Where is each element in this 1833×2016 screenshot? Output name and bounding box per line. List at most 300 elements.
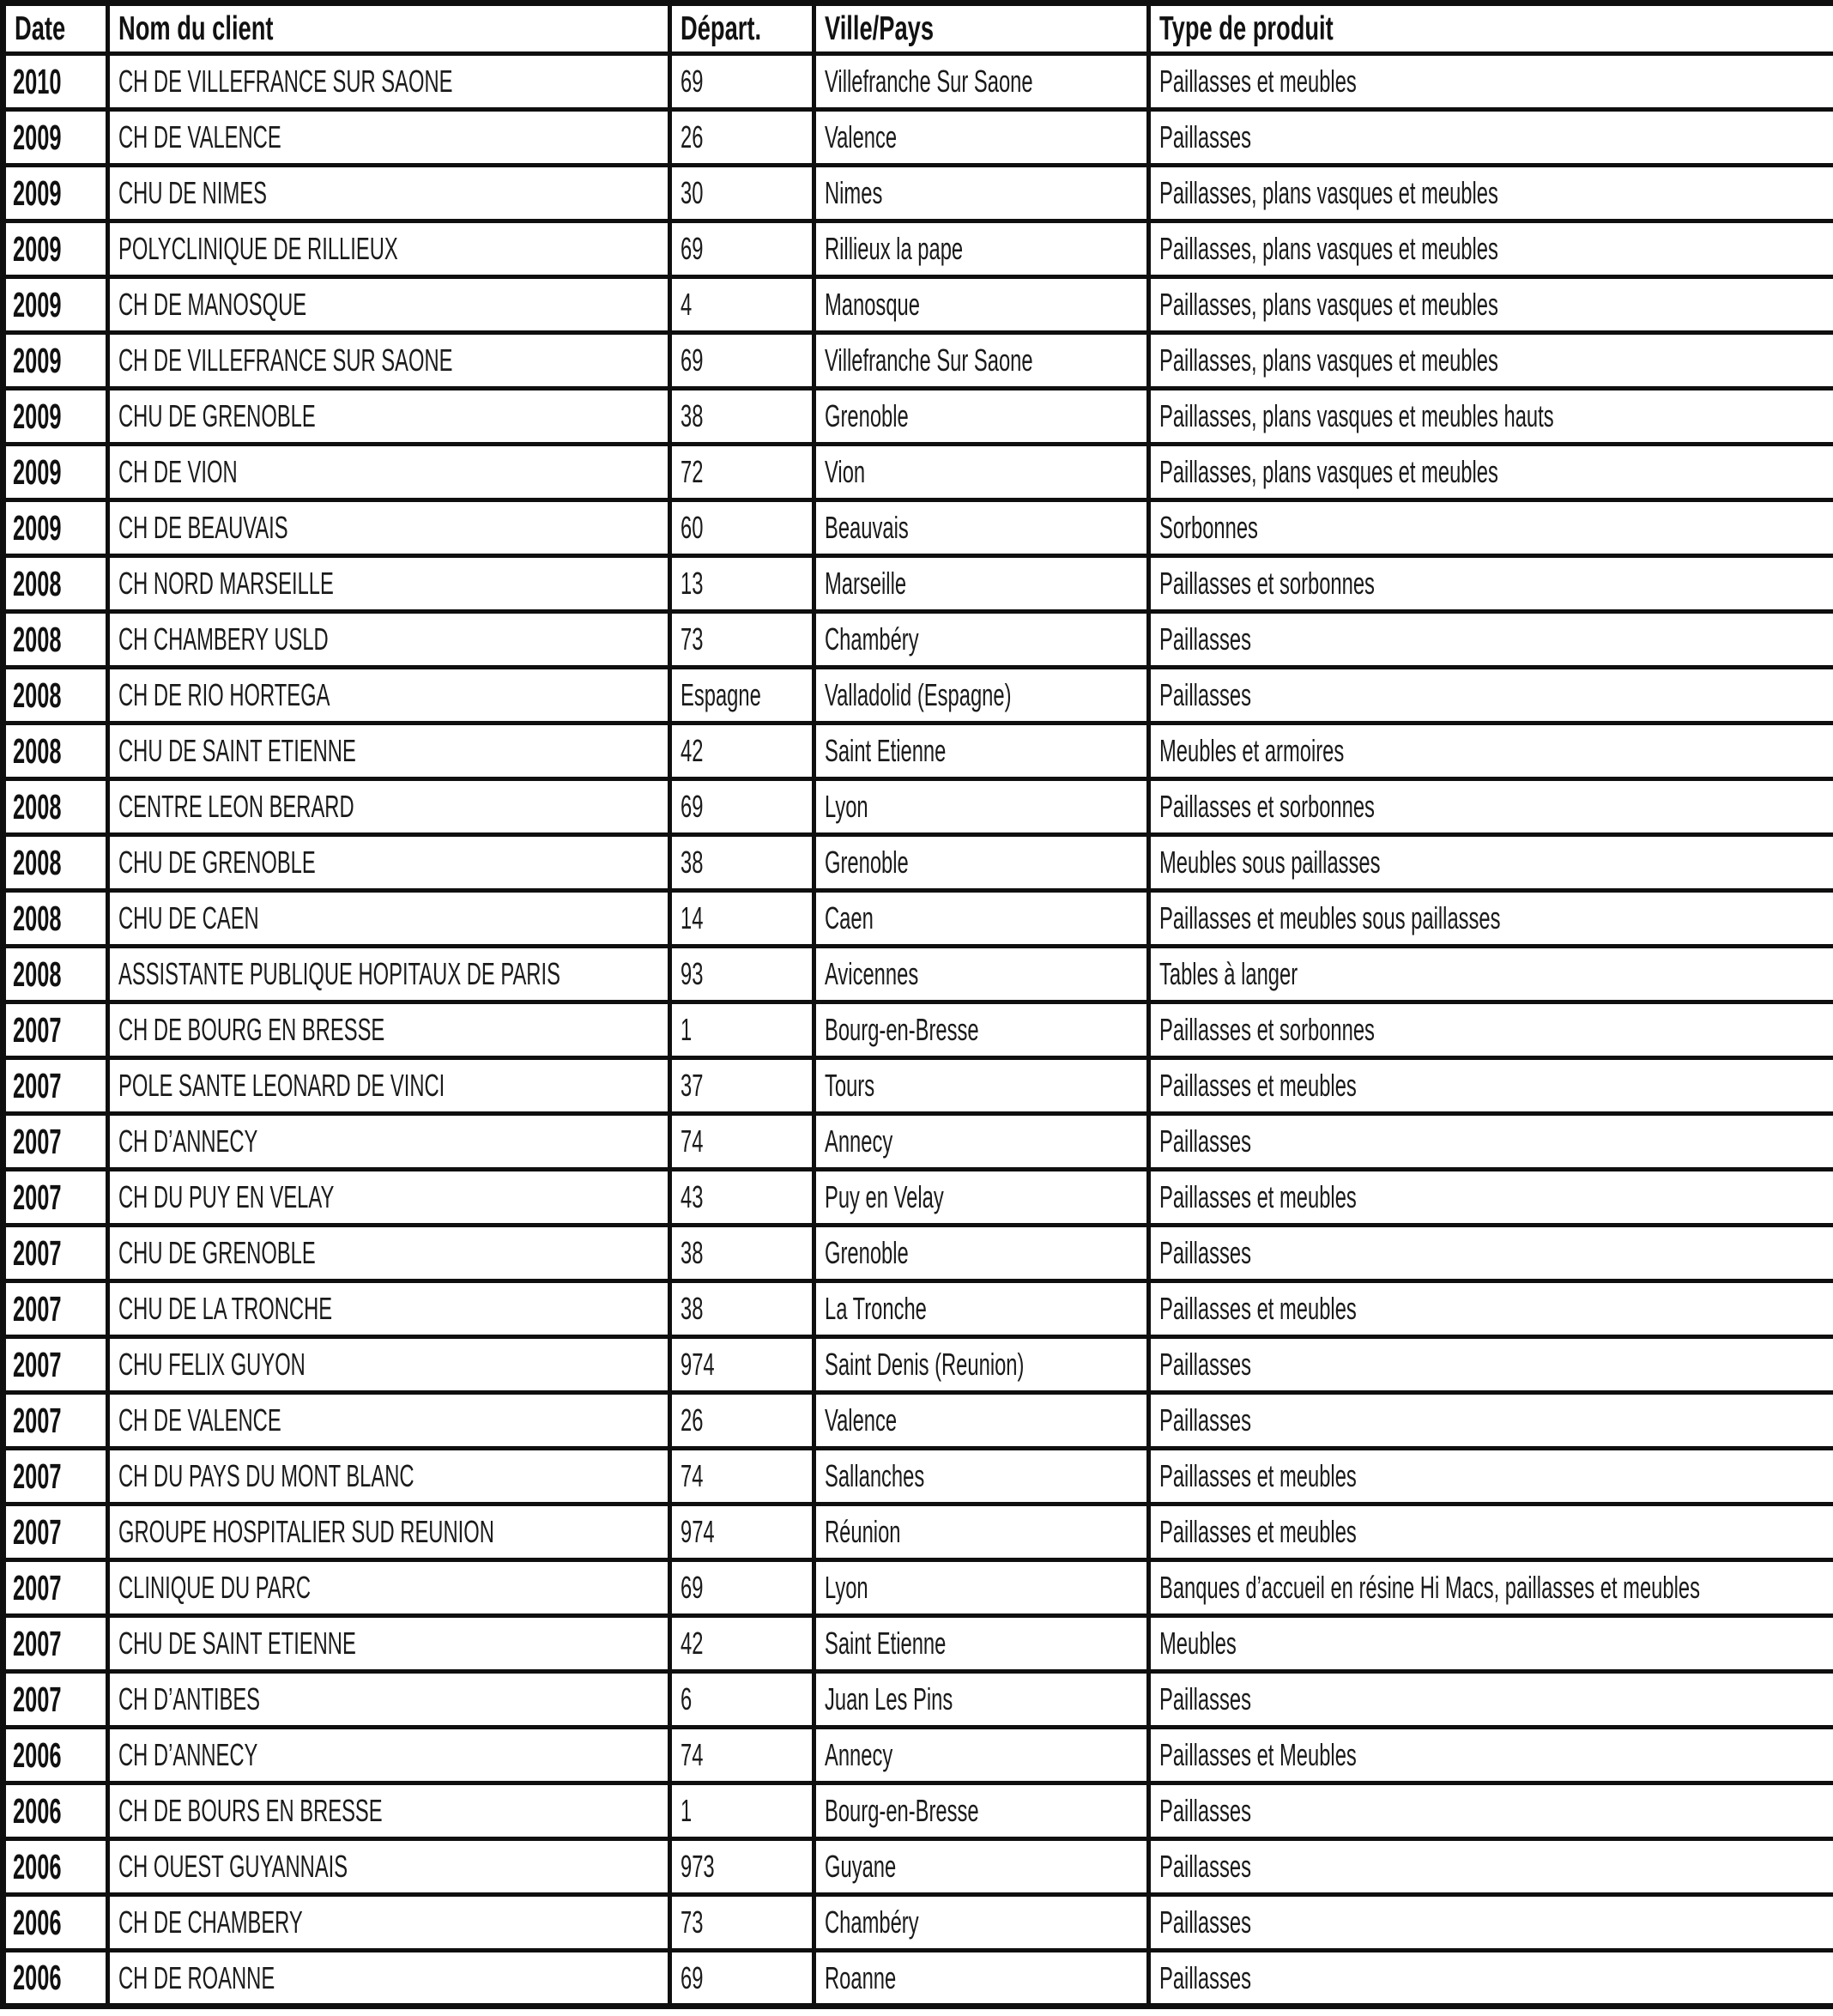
- column-header-produit: [1149, 3, 1833, 54]
- cell-depart: [670, 1170, 814, 1226]
- client-text: ASSISTANTE PUBLIQUE HOPITAUX DE PARIS: [118, 956, 560, 991]
- cell-date: [3, 1170, 108, 1226]
- cell-produit: [1149, 1281, 1833, 1337]
- cell-ville: [814, 445, 1149, 500]
- cell-produit: [1149, 1226, 1833, 1281]
- year-text: 2007: [13, 1232, 62, 1273]
- year-text: 2008: [13, 954, 62, 994]
- table-row: [3, 445, 1833, 500]
- produit-text: Paillasses et meubles: [1159, 1458, 1357, 1493]
- produit-text: Paillasses et meubles: [1159, 1068, 1357, 1103]
- table-row: [3, 723, 1833, 779]
- column-header-produit-label: Type de produit: [1159, 9, 1334, 47]
- table-row: [3, 1281, 1833, 1337]
- table-row: [3, 1504, 1833, 1560]
- produit-text: Paillasses: [1159, 1793, 1251, 1828]
- produit-text: Paillasses: [1159, 1904, 1251, 1940]
- cell-produit: [1149, 779, 1833, 835]
- produit-text: Paillasses: [1159, 621, 1251, 657]
- cell-ville: [814, 1058, 1149, 1114]
- cell-client: [108, 54, 670, 110]
- table-row: [3, 835, 1833, 891]
- year-text: 2007: [13, 1456, 62, 1496]
- cell-client: [108, 612, 670, 668]
- year-text: 2007: [13, 1511, 62, 1552]
- ville-text: Rillieux la pape: [825, 231, 964, 266]
- cell-depart: [670, 110, 814, 166]
- produit-text: Paillasses et meubles: [1159, 1291, 1357, 1326]
- year-text: 2009: [13, 284, 62, 324]
- cell-ville: [814, 1002, 1149, 1058]
- cell-client: [108, 277, 670, 333]
- ville-text: Caen: [825, 900, 874, 935]
- cell-date: [3, 166, 108, 221]
- client-text: CH NORD MARSEILLE: [118, 566, 334, 601]
- cell-ville: [814, 500, 1149, 556]
- produit-text: Meubles et armoires: [1159, 733, 1345, 768]
- cell-ville: [814, 779, 1149, 835]
- cell-depart: [670, 389, 814, 445]
- ville-text: Grenoble: [825, 845, 909, 880]
- cell-ville: [814, 1504, 1149, 1560]
- depart-text: 60: [681, 510, 704, 545]
- ville-text: Marseille: [825, 566, 907, 601]
- cell-ville: [814, 556, 1149, 612]
- table-row: [3, 1560, 1833, 1616]
- depart-text: 4: [681, 287, 693, 322]
- cell-date: [3, 556, 108, 612]
- ville-text: Grenoble: [825, 1235, 909, 1270]
- cell-depart: [670, 668, 814, 723]
- cell-produit: [1149, 221, 1833, 277]
- produit-text: Banques d’accueil en résine Hi Macs, paillasses et meubles: [1159, 1570, 1700, 1605]
- cell-produit: [1149, 612, 1833, 668]
- cell-ville: [814, 668, 1149, 723]
- table-row: [3, 1728, 1833, 1783]
- cell-client: [108, 1783, 670, 1839]
- cell-produit: [1149, 277, 1833, 333]
- cell-client: [108, 221, 670, 277]
- produit-text: Paillasses: [1159, 119, 1251, 154]
- cell-client: [108, 333, 670, 389]
- client-text: CH D’ANTIBES: [118, 1681, 261, 1716]
- year-text: 2008: [13, 842, 62, 882]
- depart-text: Espagne: [681, 677, 761, 712]
- cell-client: [108, 835, 670, 891]
- produit-text: Tables à langer: [1159, 956, 1298, 991]
- cell-depart: [670, 1783, 814, 1839]
- cell-depart: [670, 221, 814, 277]
- cell-client: [108, 389, 670, 445]
- table-row: [3, 1337, 1833, 1393]
- table-row: [3, 1839, 1833, 1895]
- table-row: [3, 1895, 1833, 1951]
- cell-date: [3, 723, 108, 779]
- cell-date: [3, 1393, 108, 1449]
- cell-ville: [814, 1170, 1149, 1226]
- produit-text: Paillasses et sorbonnes: [1159, 566, 1375, 601]
- cell-produit: [1149, 500, 1833, 556]
- ville-text: Avicennes: [825, 956, 919, 991]
- cell-date: [3, 891, 108, 947]
- table-body: [3, 54, 1833, 2007]
- produit-text: Paillasses: [1159, 1347, 1251, 1382]
- cell-client: [108, 723, 670, 779]
- ville-text: Chambéry: [825, 621, 919, 657]
- depart-text: 42: [681, 1626, 704, 1661]
- cell-client: [108, 1895, 670, 1951]
- year-text: 2009: [13, 340, 62, 380]
- year-text: 2008: [13, 563, 62, 603]
- produit-text: Paillasses et meubles: [1159, 1179, 1357, 1214]
- table-row: [3, 947, 1833, 1002]
- client-text: GROUPE HOSPITALIER SUD REUNION: [118, 1514, 494, 1549]
- table-row: [3, 389, 1833, 445]
- cell-ville: [814, 947, 1149, 1002]
- produit-text: Paillasses et meubles sous paillasses: [1159, 900, 1501, 935]
- table-row: [3, 1058, 1833, 1114]
- depart-text: 69: [681, 64, 704, 99]
- depart-text: 973: [681, 1849, 715, 1884]
- table-row: [3, 1226, 1833, 1281]
- cell-depart: [670, 445, 814, 500]
- cell-depart: [670, 1449, 814, 1504]
- ville-text: Lyon: [825, 1570, 868, 1605]
- ville-text: Chambéry: [825, 1904, 919, 1940]
- cell-depart: [670, 1616, 814, 1672]
- cell-depart: [670, 779, 814, 835]
- year-text: 2007: [13, 1679, 62, 1719]
- depart-text: 69: [681, 1570, 704, 1605]
- cell-produit: [1149, 1337, 1833, 1393]
- column-header-client: [108, 3, 670, 54]
- table-row: [3, 1672, 1833, 1728]
- table-row: [3, 277, 1833, 333]
- cell-client: [108, 947, 670, 1002]
- cell-ville: [814, 891, 1149, 947]
- ville-text: Villefranche Sur Saone: [825, 342, 1033, 378]
- cell-date: [3, 445, 108, 500]
- depart-text: 974: [681, 1514, 715, 1549]
- cell-ville: [814, 1393, 1149, 1449]
- client-text: CH DE BEAUVAIS: [118, 510, 288, 545]
- cell-depart: [670, 500, 814, 556]
- year-text: 2007: [13, 1344, 62, 1384]
- cell-client: [108, 668, 670, 723]
- client-text: CHU DE NIMES: [118, 175, 267, 210]
- cell-depart: [670, 277, 814, 333]
- client-text: CH DE BOURS EN BRESSE: [118, 1793, 383, 1828]
- year-text: 2009: [13, 507, 62, 548]
- cell-client: [108, 110, 670, 166]
- year-text: 2008: [13, 619, 62, 659]
- cell-client: [108, 891, 670, 947]
- depart-text: 974: [681, 1347, 715, 1382]
- table-row: [3, 1449, 1833, 1504]
- produit-text: Paillasses, plans vasques et meubles: [1159, 231, 1498, 266]
- table-row: [3, 54, 1833, 110]
- depart-text: 26: [681, 119, 704, 154]
- cell-client: [108, 500, 670, 556]
- header-row: [3, 3, 1833, 54]
- table-row: [3, 668, 1833, 723]
- depart-text: 69: [681, 231, 704, 266]
- cell-produit: [1149, 1895, 1833, 1951]
- cell-ville: [814, 1226, 1149, 1281]
- cell-produit: [1149, 723, 1833, 779]
- table-row: [3, 1783, 1833, 1839]
- cell-date: [3, 1616, 108, 1672]
- cell-produit: [1149, 1672, 1833, 1728]
- cell-depart: [670, 891, 814, 947]
- depart-text: 38: [681, 845, 704, 880]
- table-row: [3, 1114, 1833, 1170]
- cell-client: [108, 556, 670, 612]
- table-row: [3, 333, 1833, 389]
- client-text: CHU DE SAINT ETIENNE: [118, 733, 356, 768]
- client-text: CH DE VALENCE: [118, 1402, 281, 1438]
- produit-text: Paillasses: [1159, 1681, 1251, 1716]
- depart-text: 43: [681, 1179, 704, 1214]
- cell-depart: [670, 612, 814, 668]
- cell-produit: [1149, 1783, 1833, 1839]
- client-text: CHU FELIX GUYON: [118, 1347, 306, 1382]
- depart-text: 38: [681, 398, 704, 433]
- year-text: 2008: [13, 898, 62, 938]
- cell-ville: [814, 1895, 1149, 1951]
- cell-client: [108, 1337, 670, 1393]
- depart-text: 93: [681, 956, 704, 991]
- ville-text: Guyane: [825, 1849, 897, 1884]
- cell-produit: [1149, 1002, 1833, 1058]
- client-text: CH DE CHAMBERY: [118, 1904, 303, 1940]
- year-text: 2007: [13, 1009, 62, 1050]
- cell-produit: [1149, 110, 1833, 166]
- ville-text: Saint Etienne: [825, 733, 947, 768]
- depart-text: 38: [681, 1291, 704, 1326]
- table-row: [3, 110, 1833, 166]
- cell-ville: [814, 1672, 1149, 1728]
- cell-depart: [670, 1895, 814, 1951]
- cell-produit: [1149, 333, 1833, 389]
- year-text: 2006: [13, 1790, 62, 1831]
- cell-depart: [670, 723, 814, 779]
- year-text: 2007: [13, 1623, 62, 1663]
- cell-client: [108, 779, 670, 835]
- produit-text: Paillasses, plans vasques et meubles: [1159, 454, 1498, 489]
- cell-ville: [814, 1728, 1149, 1783]
- cell-date: [3, 1728, 108, 1783]
- depart-text: 26: [681, 1402, 704, 1438]
- year-text: 2007: [13, 1288, 62, 1329]
- cell-date: [3, 1560, 108, 1616]
- client-text: CH DE BOURG EN BRESSE: [118, 1012, 385, 1047]
- cell-ville: [814, 612, 1149, 668]
- produit-text: Meubles sous paillasses: [1159, 845, 1381, 880]
- table-row: [3, 221, 1833, 277]
- table-row: [3, 612, 1833, 668]
- client-text: CH DE RIO HORTEGA: [118, 677, 330, 712]
- cell-date: [3, 1114, 108, 1170]
- cell-ville: [814, 723, 1149, 779]
- ville-text: La Tronche: [825, 1291, 927, 1326]
- cell-date: [3, 1672, 108, 1728]
- cell-date: [3, 1337, 108, 1393]
- year-text: 2009: [13, 117, 62, 157]
- ville-text: Manosque: [825, 287, 920, 322]
- cell-produit: [1149, 1616, 1833, 1672]
- cell-client: [108, 1839, 670, 1895]
- ville-text: Tours: [825, 1068, 875, 1103]
- table-row: [3, 166, 1833, 221]
- produit-text: Paillasses: [1159, 1123, 1251, 1159]
- produit-text: Paillasses, plans vasques et meubles: [1159, 342, 1498, 378]
- cell-client: [108, 1393, 670, 1449]
- ville-text: Saint Denis (Reunion): [825, 1347, 1025, 1382]
- cell-produit: [1149, 54, 1833, 110]
- cell-client: [108, 1114, 670, 1170]
- client-text: POLYCLINIQUE DE RILLIEUX: [118, 231, 398, 266]
- cell-ville: [814, 277, 1149, 333]
- depart-text: 6: [681, 1681, 693, 1716]
- cell-date: [3, 500, 108, 556]
- client-text: CH OUEST GUYANNAIS: [118, 1849, 348, 1884]
- cell-date: [3, 612, 108, 668]
- client-text: CH DE VION: [118, 454, 238, 489]
- produit-text: Sorbonnes: [1159, 510, 1258, 545]
- client-text: CH DE ROANNE: [118, 1959, 275, 1995]
- ville-text: Sallanches: [825, 1458, 925, 1493]
- table-row: [3, 500, 1833, 556]
- table-row: [3, 779, 1833, 835]
- year-text: 2009: [13, 396, 62, 436]
- year-text: 2006: [13, 1902, 62, 1942]
- cell-produit: [1149, 1839, 1833, 1895]
- year-text: 2008: [13, 675, 62, 715]
- depart-text: 69: [681, 789, 704, 824]
- produit-text: Paillasses, plans vasques et meubles: [1159, 175, 1498, 210]
- cell-produit: [1149, 556, 1833, 612]
- cell-produit: [1149, 1449, 1833, 1504]
- depart-text: 13: [681, 566, 704, 601]
- cell-depart: [670, 1114, 814, 1170]
- ville-text: Réunion: [825, 1514, 901, 1549]
- cell-ville: [814, 1616, 1149, 1672]
- cell-ville: [814, 1951, 1149, 2007]
- client-text: CH DE VILLEFRANCE SUR SAONE: [118, 64, 453, 99]
- cell-depart: [670, 1728, 814, 1783]
- cell-ville: [814, 110, 1149, 166]
- year-text: 2008: [13, 786, 62, 826]
- cell-depart: [670, 1337, 814, 1393]
- cell-client: [108, 1504, 670, 1560]
- year-text: 2006: [13, 1734, 62, 1775]
- cell-produit: [1149, 1728, 1833, 1783]
- depart-text: 1: [681, 1793, 693, 1828]
- cell-ville: [814, 1281, 1149, 1337]
- depart-text: 69: [681, 1959, 704, 1995]
- client-text: CHU DE GRENOBLE: [118, 845, 316, 880]
- column-header-date: [3, 3, 108, 54]
- table-row: [3, 1002, 1833, 1058]
- year-text: 2007: [13, 1065, 62, 1105]
- cell-depart: [670, 1226, 814, 1281]
- cell-date: [3, 389, 108, 445]
- produit-text: Meubles: [1159, 1626, 1237, 1661]
- cell-date: [3, 779, 108, 835]
- cell-depart: [670, 1002, 814, 1058]
- year-text: 2009: [13, 173, 62, 213]
- table-row: [3, 1951, 1833, 2007]
- cell-date: [3, 277, 108, 333]
- cell-ville: [814, 389, 1149, 445]
- cell-produit: [1149, 1058, 1833, 1114]
- cell-client: [108, 445, 670, 500]
- cell-ville: [814, 1839, 1149, 1895]
- cell-date: [3, 835, 108, 891]
- cell-date: [3, 1895, 108, 1951]
- cell-client: [108, 1560, 670, 1616]
- column-header-client-label: Nom du client: [118, 9, 274, 47]
- ville-text: Annecy: [825, 1123, 893, 1159]
- cell-depart: [670, 1504, 814, 1560]
- cell-date: [3, 1002, 108, 1058]
- cell-ville: [814, 835, 1149, 891]
- cell-depart: [670, 835, 814, 891]
- year-text: 2006: [13, 1846, 62, 1886]
- produit-text: Paillasses, plans vasques et meubles hauts: [1159, 398, 1554, 433]
- cell-date: [3, 1839, 108, 1895]
- produit-text: Paillasses et sorbonnes: [1159, 789, 1375, 824]
- client-text: CHU DE LA TRONCHE: [118, 1291, 333, 1326]
- cell-date: [3, 1783, 108, 1839]
- cell-date: [3, 1951, 108, 2007]
- client-text: CHU DE GRENOBLE: [118, 398, 316, 433]
- client-text: CHU DE CAEN: [118, 900, 259, 935]
- cell-client: [108, 1672, 670, 1728]
- cell-depart: [670, 333, 814, 389]
- ville-text: Saint Etienne: [825, 1626, 947, 1661]
- year-text: 2008: [13, 730, 62, 771]
- year-text: 2007: [13, 1177, 62, 1217]
- produit-text: Paillasses et Meubles: [1159, 1737, 1357, 1772]
- ville-text: Bourg-en-Bresse: [825, 1012, 979, 1047]
- ville-text: Valence: [825, 1402, 898, 1438]
- client-text: CH D’ANNECY: [118, 1123, 258, 1159]
- produit-text: Paillasses, plans vasques et meubles: [1159, 287, 1498, 322]
- cell-client: [108, 1170, 670, 1226]
- year-text: 2009: [13, 228, 62, 269]
- column-header-depart-label: Départ.: [681, 9, 762, 47]
- cell-client: [108, 1281, 670, 1337]
- table-row: [3, 556, 1833, 612]
- year-text: 2010: [13, 61, 62, 101]
- cell-client: [108, 1951, 670, 2007]
- cell-ville: [814, 1449, 1149, 1504]
- cell-date: [3, 54, 108, 110]
- cell-ville: [814, 1560, 1149, 1616]
- table-row: [3, 891, 1833, 947]
- ville-text: Valence: [825, 119, 898, 154]
- depart-text: 73: [681, 1904, 704, 1940]
- cell-produit: [1149, 947, 1833, 1002]
- cell-date: [3, 947, 108, 1002]
- depart-text: 73: [681, 621, 704, 657]
- ville-text: Annecy: [825, 1737, 893, 1772]
- produit-text: Paillasses: [1159, 1849, 1251, 1884]
- ville-text: Juan Les Pins: [825, 1681, 953, 1716]
- ville-text: Puy en Velay: [825, 1179, 944, 1214]
